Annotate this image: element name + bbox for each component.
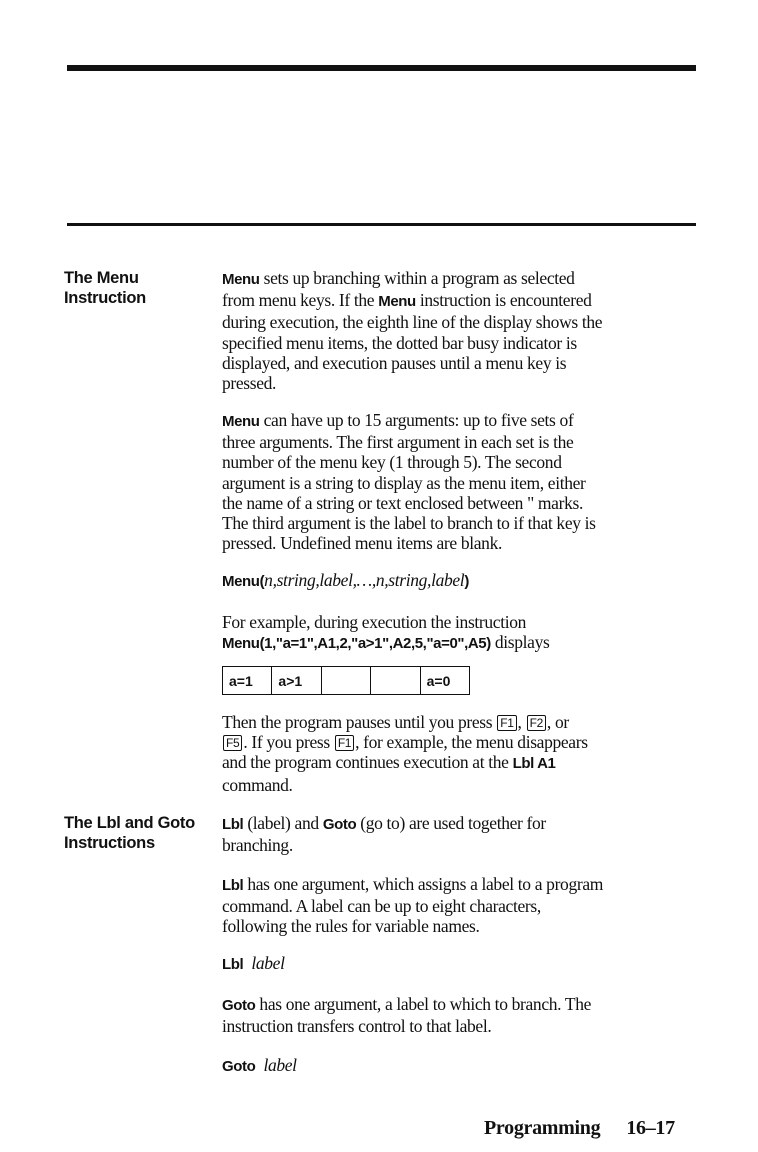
keyword: ) xyxy=(464,573,469,590)
text-line: number of the menu key (1 through 5). The second xyxy=(222,452,562,473)
keyword: Menu xyxy=(378,293,416,311)
menu-paragraph-3 xyxy=(222,612,700,654)
text: (go to) are used together for xyxy=(356,813,546,833)
menu-item-2: a>1 xyxy=(272,667,321,694)
syntax-args: n,string,label,…,n,string,label xyxy=(264,570,465,590)
menu-item-3 xyxy=(322,667,371,694)
text: has one argument, a label to which to branch. The xyxy=(255,994,592,1014)
text: displays xyxy=(490,632,550,653)
menu-syntax xyxy=(222,570,700,592)
text-line: following the rules for variable names. xyxy=(222,916,480,937)
f1-key-icon: F1 xyxy=(335,735,354,751)
text-line: three arguments. The first argument in each set is the xyxy=(222,432,574,453)
text-line: The third argument is the label to branch to if that key is xyxy=(222,513,596,534)
text: Then the program pauses until you press xyxy=(222,712,497,732)
text-line: the name of a string or text enclosed between " marks. xyxy=(222,492,583,513)
page-footer xyxy=(484,1117,675,1140)
text-line: For example, during execution the instruction xyxy=(222,612,527,632)
f5-key-icon: F5 xyxy=(223,735,242,751)
text: has one argument, which assigns a label to a program xyxy=(243,874,604,894)
keyword: Menu xyxy=(222,413,260,430)
lbl-goto-paragraph-1 xyxy=(222,813,700,855)
menu-paragraph-1 xyxy=(222,268,700,393)
f2-key-icon: F2 xyxy=(527,715,546,731)
lbl-paragraph xyxy=(222,874,700,937)
heading-line: Instructions xyxy=(64,834,155,852)
syntax-args: label xyxy=(263,1055,297,1075)
text-line: pressed. xyxy=(222,373,277,394)
text-line: branching. xyxy=(222,835,293,856)
keyword: Lbl xyxy=(222,956,244,973)
page-number: 16–17 xyxy=(626,1117,675,1139)
text-line: command. A label can be up to eight characters, xyxy=(222,896,541,917)
chapter-title: Programming xyxy=(484,1117,601,1139)
syntax-args: label xyxy=(251,953,285,973)
keyword: Menu xyxy=(222,271,260,288)
text: can have up to 15 arguments: up to five sets of xyxy=(259,410,574,430)
text: and the program continues execution at the xyxy=(222,752,513,773)
section-heading-menu xyxy=(64,268,214,308)
text: , xyxy=(517,712,526,732)
text: , for example, the menu disappears xyxy=(355,732,588,753)
keyword: Goto xyxy=(322,816,357,833)
text: (label) and xyxy=(243,813,323,833)
keyword: Lbl xyxy=(222,877,244,894)
heading-line: Instruction xyxy=(64,289,146,307)
code-example: Menu(1,"a=1",A1,2,"a>1",A2,5,"a=0",A5) xyxy=(222,635,491,653)
text: instruction is encountered xyxy=(415,290,592,311)
keyword: Lbl A1 xyxy=(512,755,556,773)
text-line: instruction transfers control to that label. xyxy=(222,1016,492,1037)
menu-paragraph-2 xyxy=(222,410,700,553)
keyword: Lbl xyxy=(222,816,244,833)
goto-syntax xyxy=(222,1055,700,1077)
text: . If you press xyxy=(243,732,334,753)
text-line: specified menu items, the dotted bar busy indicator is xyxy=(222,332,577,353)
menu-item-1: a=1 xyxy=(223,667,272,694)
keyword: Goto xyxy=(222,997,256,1014)
keyword: Goto xyxy=(222,1058,256,1075)
text-line: during execution, the eighth line of the display shows the xyxy=(222,312,603,333)
text-line: argument is a string to display as the menu item, either xyxy=(222,472,586,493)
keyword: Menu( xyxy=(222,573,265,590)
f1-key-icon: F1 xyxy=(497,715,516,731)
menu-item-5: a=0 xyxy=(426,672,451,689)
text: , or xyxy=(546,712,569,732)
text-line: pressed. Undefined menu items are blank. xyxy=(222,533,503,554)
heading-line: The Menu xyxy=(64,269,139,287)
text-line: displayed, and execution pauses until a menu key is xyxy=(222,352,567,373)
text: from menu keys. If the xyxy=(222,290,379,311)
section-heading-lbl-goto xyxy=(64,813,214,853)
heading-line: The Lbl and Goto xyxy=(64,814,195,832)
text-line: command. xyxy=(222,774,293,795)
menu-item-4 xyxy=(371,667,420,694)
menu-display-bar xyxy=(222,666,470,695)
text: sets up branching within a program as selected xyxy=(259,268,575,288)
goto-paragraph xyxy=(222,994,700,1036)
top-rule xyxy=(67,65,696,71)
lbl-syntax xyxy=(222,953,700,975)
menu-paragraph-4 xyxy=(222,712,700,795)
section-rule xyxy=(67,223,696,226)
